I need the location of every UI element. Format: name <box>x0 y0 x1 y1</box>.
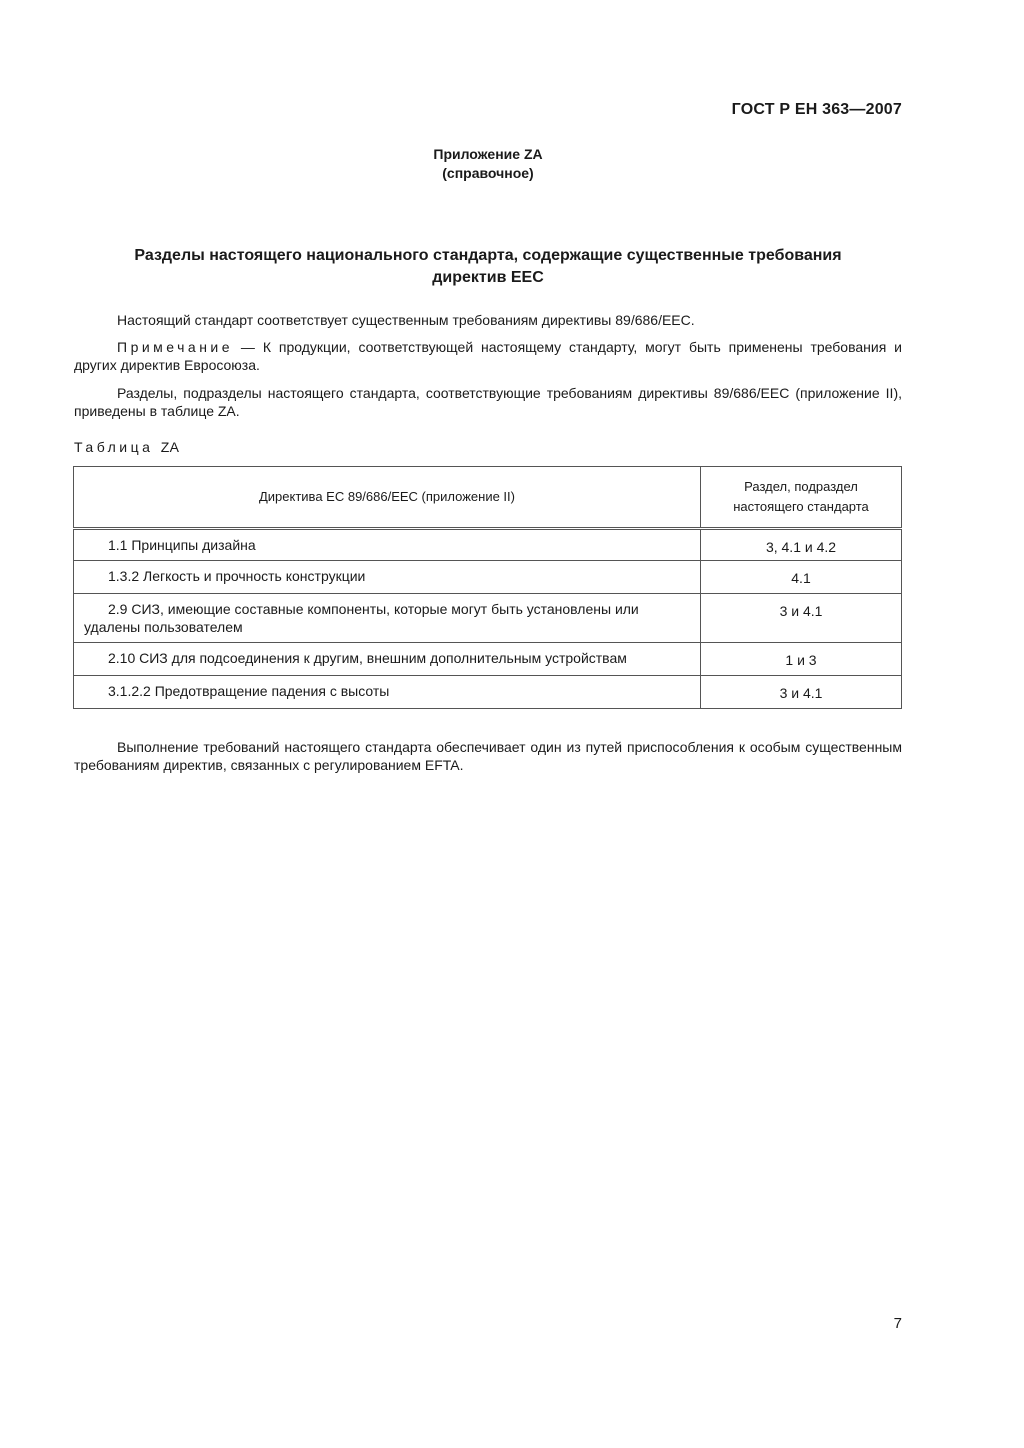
section-title <box>74 245 902 289</box>
header-directive: Директива ЕС 89/686/ЕЕС (приложение II) <box>74 467 701 529</box>
sections-cell: 3, 4.1 и 4.2 <box>701 529 902 561</box>
requirement-cell <box>74 561 701 594</box>
requirement-text: 3.1.2.2 Предотвращение падения с высоты <box>108 683 390 699</box>
paragraph-efta-text: Выполнение требований настоящего стандарта обеспечивает один из путей приспособления к особым существенным требованиям директив, связанных с регулированием EFTA. <box>74 739 902 773</box>
note-paragraph <box>74 338 902 374</box>
paragraph-conformity <box>74 311 902 329</box>
table-row <box>74 529 902 561</box>
table-caption-code: ZA <box>160 439 180 455</box>
header-sections-line-2: настоящего стандарта <box>733 499 869 514</box>
table-row <box>74 643 902 676</box>
annex-status: (справочное) <box>442 165 534 181</box>
page-number: 7 <box>893 1315 902 1332</box>
section-title-line-1: Разделы настоящего национального стандарта, содержащие существенные требования <box>134 247 842 264</box>
paragraph-sections-text: Разделы, подразделы настоящего стандарта, соответствующие требованиям директивы 89/686/ЕЕС (приложение II), приведены в таблице ZA. <box>74 385 902 419</box>
table-caption <box>74 439 179 455</box>
requirement-text: 1.3.2 Легкость и прочность конструкции <box>108 568 366 584</box>
requirement-cell <box>74 529 701 561</box>
sections-cell: 4.1 <box>701 561 902 594</box>
requirement-cell <box>74 676 701 709</box>
section-title-line-2: директив ЕЕС <box>432 269 544 286</box>
requirements-table <box>73 466 902 709</box>
requirement-text: 2.9 СИЗ, имеющие составные компоненты, которые могут быть установлены или удалены пользователем <box>84 601 639 635</box>
note-text: — К продукции, соответствующей настоящему стандарту, могут быть применены требования и других директив Евросоюза. <box>74 339 902 373</box>
table-caption-label: Таблица <box>74 439 154 455</box>
table-row <box>74 676 902 709</box>
header-sections-line-1: Раздел, подраздел <box>744 479 858 494</box>
paragraph-sections <box>74 384 902 420</box>
paragraph-efta <box>74 738 902 774</box>
requirement-text: 2.10 СИЗ для подсоединения к другим, внешним дополнительным устройствам <box>108 650 627 666</box>
table-header-row <box>74 467 902 529</box>
table-row <box>74 561 902 594</box>
paragraph-conformity-text: Настоящий стандарт соответствует существенным требованиям директивы 89/686/ЕЕС. <box>117 312 695 328</box>
requirement-cell <box>74 643 701 676</box>
sections-cell: 1 и 3 <box>701 643 902 676</box>
table-row <box>74 594 902 643</box>
annex-heading <box>0 145 976 183</box>
sections-cell: 3 и 4.1 <box>701 676 902 709</box>
annex-title: Приложение ZA <box>433 146 543 162</box>
note-label: Примечание <box>117 339 234 355</box>
requirement-text: 1.1 Принципы дизайна <box>108 537 256 553</box>
document-id: ГОСТ Р ЕН 363—2007 <box>731 101 902 118</box>
header-sections <box>701 467 902 529</box>
requirement-cell <box>74 594 701 643</box>
sections-cell: 3 и 4.1 <box>701 594 902 643</box>
